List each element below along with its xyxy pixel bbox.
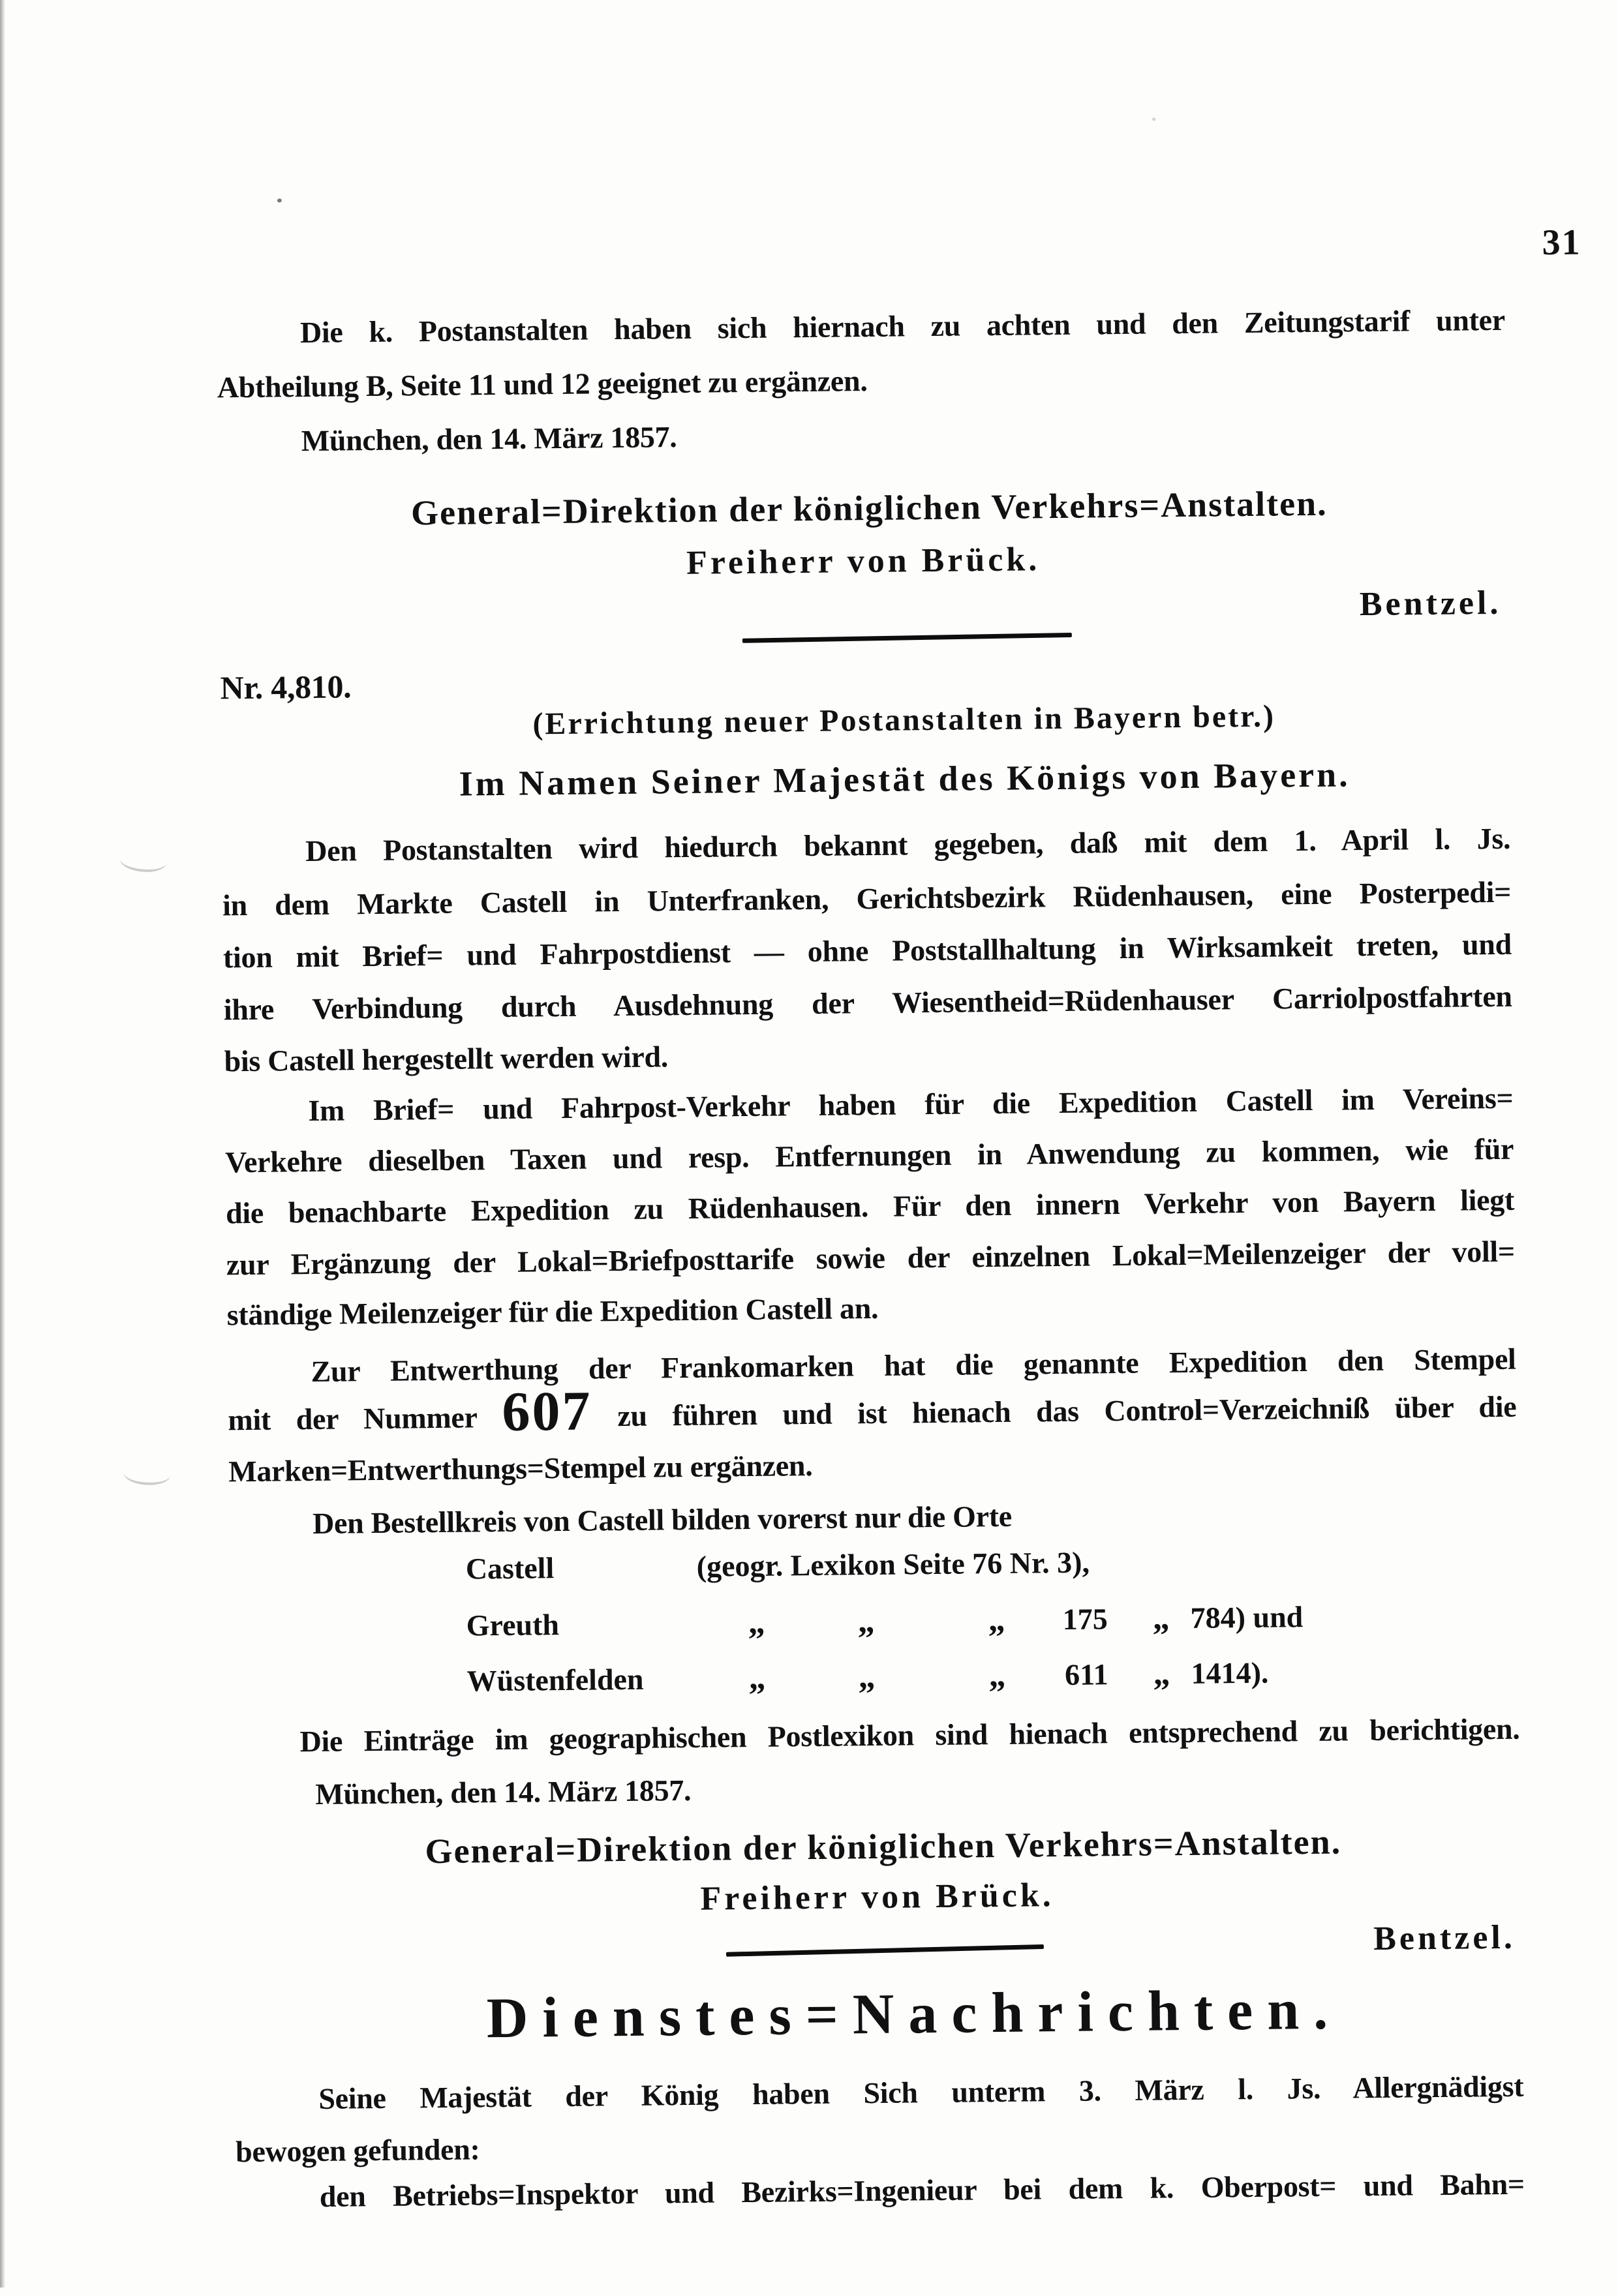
body-paragraph-3-line-4: zur Ergänzung der Lokal=Briefposttarife sowie der einzelnen Lokal=Meilenzeiger der voll= bbox=[226, 1234, 1516, 1282]
ditto-mark: „ bbox=[748, 1603, 765, 1642]
signature-name-2: Freiherr von Brück. bbox=[700, 1877, 1055, 1918]
scan-artifact-speck bbox=[277, 198, 282, 202]
ditto-mark: „ bbox=[1153, 1655, 1170, 1693]
ditto-mark: „ bbox=[1152, 1599, 1170, 1637]
ditto-mark: „ bbox=[988, 1656, 1006, 1695]
service-news-line-3: den Betriebs=Inspektor und Bezirks=Ingenieur bei dem k. Oberpost= und Bahn= bbox=[319, 2167, 1525, 2213]
signature-name-1: Freiherr von Brück. bbox=[686, 541, 1041, 582]
place-name: Greuth bbox=[466, 1608, 560, 1642]
number-ref: 1414). bbox=[1191, 1655, 1269, 1690]
ditto-mark: „ bbox=[748, 1659, 766, 1697]
body-paragraph-4-line-1: Zur Entwerthung der Frankomarken hat die genannte Expedition den Stempel bbox=[311, 1342, 1516, 1389]
body-paragraph-2-line-1: Den Postanstalten wird hiedurch bekannt gegeben, daß mit dem 1. April l. Js. bbox=[305, 821, 1511, 868]
page-ref: 611 bbox=[1064, 1657, 1108, 1691]
body-paragraph-3-line-3: die benachbarte Expedition zu Rüdenhausen. Für den innern Verkehr von Bayern liegt bbox=[225, 1183, 1515, 1230]
intro-paragraph-line-2: Abtheilung B, Seite 11 und 12 geeignet zu ergänzen. bbox=[217, 364, 868, 404]
signature-org-2: General=Direktion der königlichen Verkehrs=Anstalten. bbox=[425, 1822, 1342, 1871]
page-number: 31 bbox=[1542, 222, 1581, 264]
signature-countersign-1: Bentzel. bbox=[1359, 584, 1502, 624]
page-ref: 175 bbox=[1062, 1602, 1108, 1636]
body-paragraph-4-line-3: Marken=Entwerthungs=Stempel zu ergänzen. bbox=[228, 1448, 813, 1488]
body-paragraph-2-line-3: tion mit Brief= und Fahrpostdienst — ohne Poststallhaltung in Wirksamkeit treten, und bbox=[222, 927, 1512, 974]
delivery-district-intro: Den Bestellkreis von Castell bilden vorerst nur die Orte bbox=[312, 1499, 1013, 1540]
ordinance-subject: (Errichtung neuer Postanstalten in Bayern betr.) bbox=[532, 699, 1276, 742]
body-paragraph-3-line-2: Verkehre dieselben Taxen und resp. Entfernungen in Anwendung zu kommen, wie für bbox=[224, 1132, 1514, 1179]
place-name: Wüstenfelden bbox=[466, 1662, 644, 1698]
signature-countersign-2: Bentzel. bbox=[1373, 1918, 1516, 1958]
ordinance-number: Nr. 4,810. bbox=[220, 668, 352, 706]
stamp-number: 607 bbox=[501, 1379, 592, 1443]
signature-org-1: General=Direktion der königlichen Verkehrs=Anstalten. bbox=[410, 483, 1328, 533]
service-news-line-2: bewogen gefunden: bbox=[235, 2132, 480, 2169]
ditto-mark: „ bbox=[988, 1601, 1005, 1639]
number-ref: 784) und bbox=[1190, 1600, 1304, 1635]
place-name: Castell bbox=[465, 1551, 555, 1586]
ditto-mark: „ bbox=[858, 1657, 876, 1696]
stamp-sentence-after: zu führen und ist hienach das Control=Verzeichniß über die bbox=[592, 1389, 1517, 1433]
body-paragraph-2-line-5: bis Castell hergestellt werden wird. bbox=[224, 1040, 669, 1078]
section-heading: Dienstes=Nachrichten. bbox=[486, 1978, 1343, 2051]
intro-date-line: München, den 14. März 1857. bbox=[301, 420, 677, 458]
body-paragraph-3-line-1: Im Brief= und Fahrpost-Verkehr haben für die Expedition Castell im Vereins= bbox=[308, 1081, 1514, 1128]
service-news-line-1: Seine Majestät der König haben Sich unterm 3. März l. Js. Allergnädigst bbox=[318, 2069, 1524, 2115]
scan-artifact-arc bbox=[119, 847, 168, 874]
ditto-mark: „ bbox=[857, 1602, 875, 1640]
stamp-sentence-before: mit der Nummer bbox=[228, 1400, 502, 1437]
body-paragraph-2-line-2: in dem Markte Castell in Unterfranken, Gerichtsbezirk Rüdenhausen, eine Posterpedi= bbox=[222, 875, 1512, 922]
scan-artifact-arc bbox=[123, 1462, 171, 1487]
ordinance-proclamation: Im Namen Seiner Majestät des Königs von Bayern. bbox=[459, 755, 1351, 804]
place-reference: (geogr. Lexikon Seite 76 Nr. 3), bbox=[696, 1545, 1090, 1583]
correction-note: Die Einträge im geographischen Postlexikon sind hienach entsprechend zu berichtigen. bbox=[299, 1712, 1520, 1759]
body-paragraph-2-line-4: ihre Verbindung durch Ausdehnung der Wiesentheid=Rüdenhauser Carriolpostfahrten bbox=[223, 979, 1512, 1027]
scan-artifact-speck bbox=[1152, 117, 1156, 121]
body-paragraph-3-line-5: ständige Meilenzeiger für die Expedition Castell an. bbox=[226, 1291, 879, 1332]
closing-date-line: München, den 14. März 1857. bbox=[315, 1773, 692, 1811]
intro-paragraph-line-1: Die k. Postanstalten haben sich hiernach zu achten und den Zeitungstarif unter bbox=[299, 303, 1506, 350]
